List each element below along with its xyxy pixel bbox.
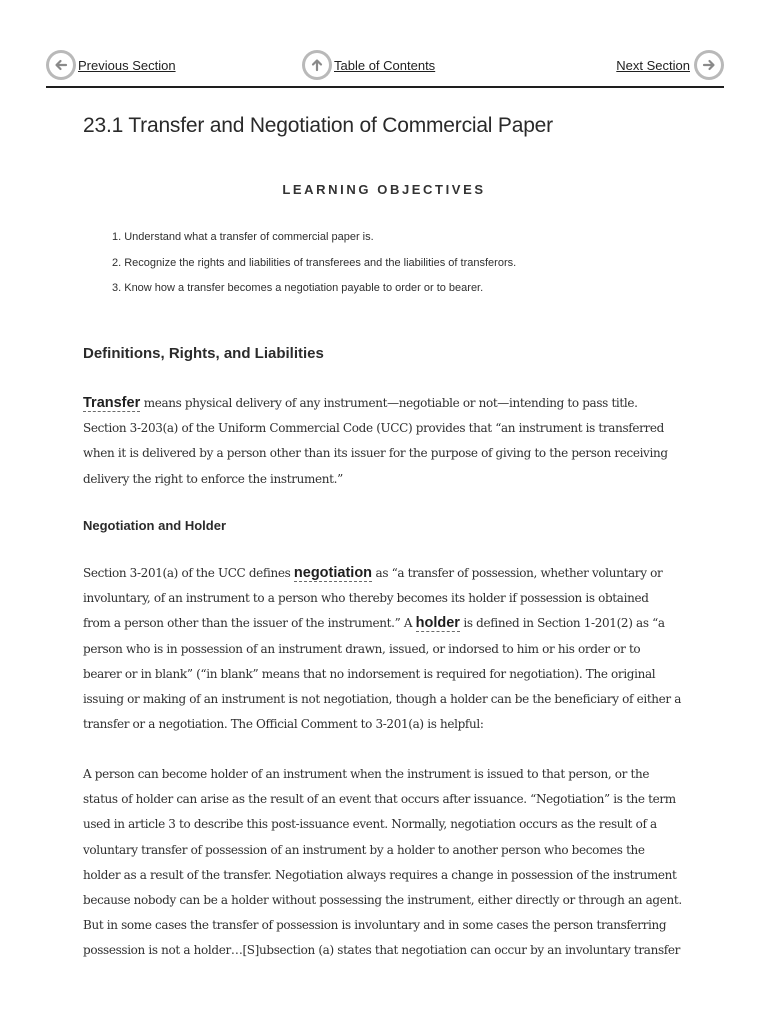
paragraph-text: is defined in Section 1-201(2) as “a [459,616,665,631]
glossary-term-negotiation[interactable]: negotiation [293,565,373,581]
learning-objective-item: 2. Recognize the rights and liabilities of transferees and the liabilities of transferors. [112,256,517,269]
arrow-left-icon [46,50,76,80]
paragraph-line: because nobody can be a holder without possessing the instrument, either directly or through an agent. [83,892,682,907]
paragraph-line: possession is not a holder…[S]ubsection (a) states that negotiation can occur by an involuntary transfer [83,943,680,958]
learning-objectives-list [112,229,516,306]
paragraph-line: when it is delivered by a person other than its issuer for the purpose of giving to the person receiving [83,446,668,461]
page-title: 23.1 Transfer and Negotiation of Commercial Paper [83,114,553,137]
nav-divider [46,86,724,88]
paragraph-line [83,561,693,586]
paragraph-line: transfer or a negotiation. The Official Comment to 3-201(a) is helpful: [83,717,484,732]
glossary-term-holder[interactable]: holder [415,615,460,632]
next-section-link[interactable] [616,48,724,82]
learning-objective-item: 3. Know how a transfer becomes a negotiation payable to order or to bearer. [112,282,484,294]
paragraph-text: as “a transfer of possession, whether voluntary or [372,566,663,580]
paragraph-text: Section 3-201(a) of the UCC defines [83,566,294,580]
table-of-contents-link[interactable] [302,48,435,82]
paragraph-line: But in some cases the transfer of possession is involuntary and in some cases the person transferring [83,918,667,933]
transfer-paragraph [83,391,693,492]
paragraph-text: means physical delivery of any instrument—negotiable or not—intending to pass title. [140,396,638,410]
paragraph-line: person who is in possession of an instrument drawn, issued, or indorsed to him or his order or to [83,641,641,656]
paragraph-line: status of holder can arise as the result of an event that occurs after issuance. “Negotiation” is the term [83,792,676,807]
learning-objectives-heading: LEARNING OBJECTIVES [282,182,486,197]
paragraph-line: bearer or in blank” (“in blank” means that no indorsement is required for negotiation). The original [83,666,656,681]
arrow-right-icon [694,50,724,80]
paragraph-line: Section 3-203(a) of the Uniform Commercial Code (UCC) provides that “an instrument is transferred [83,421,664,436]
previous-section-label: Previous Section [78,57,176,73]
paragraph-line: voluntary transfer of possession of an instrument by a holder to another person who becomes the [83,842,645,857]
paragraph-line: delivery the right to enforce the instrument.” [83,471,343,486]
paragraph-text: from a person other than the issuer of the instrument.” A [83,616,416,631]
arrow-up-icon [302,50,332,80]
previous-section-link[interactable] [46,48,176,82]
negotiation-paragraph [83,561,693,737]
section-navigation [46,48,724,88]
next-section-label: Next Section [616,57,690,73]
glossary-term-transfer[interactable]: Transfer [83,395,141,411]
paragraph-line [83,391,693,416]
paragraph-line [83,611,693,636]
paragraph-line: holder as a result of the transfer. Negotiation always requires a change in possession of the instrument [83,867,677,882]
paragraph-line: A person can become holder of an instrument when the instrument is issued to that person, or the [83,767,650,781]
paragraph-line: issuing or making of an instrument is not negotiation, though a holder can be the beneficiary of either a [83,691,682,706]
subsection-heading: Negotiation and Holder [83,518,226,533]
section-heading: Definitions, Rights, and Liabilities [83,345,324,362]
table-of-contents-label: Table of Contents [334,57,436,73]
paragraph-line: used in article 3 to describe this post-issuance event. Normally, negotiation occurs as the result of a [83,817,657,832]
official-comment-paragraph [83,762,693,964]
paragraph-line: involuntary, of an instrument to a person who thereby becomes its holder if possession is obtained [83,591,649,606]
learning-objective-item: 1. Understand what a transfer of commercial paper is. [112,231,374,243]
